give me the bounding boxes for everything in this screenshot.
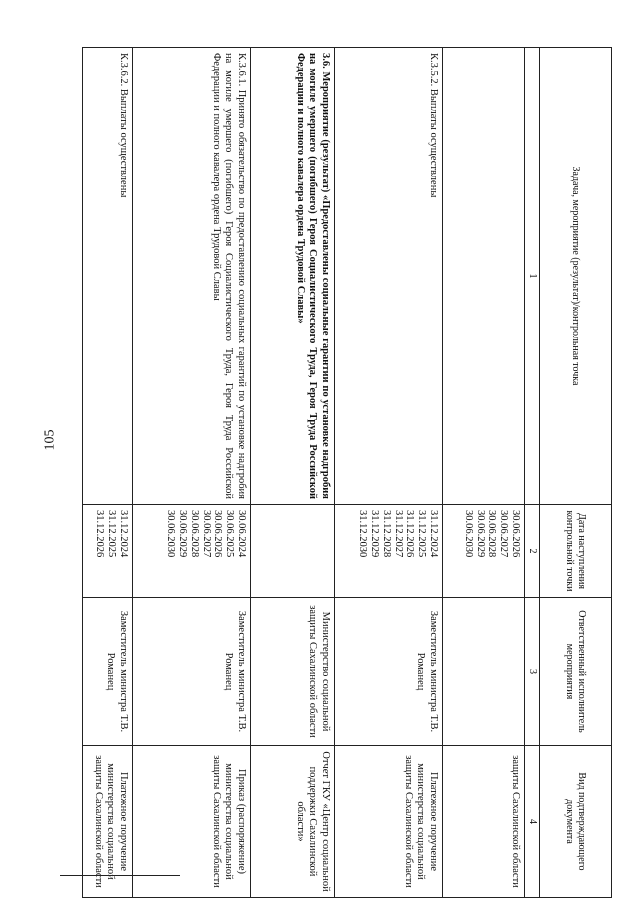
table-row (251, 48, 335, 898)
date-value: 31.12.2025 (106, 510, 118, 558)
date-value: 31.12.2024 (118, 510, 129, 558)
document-cell: защиты Сахалинской области (443, 746, 525, 898)
date-value: 31.12.2026 (404, 510, 416, 558)
dates-cell (83, 505, 133, 598)
date-value: 30.06.2029 (474, 510, 486, 558)
page-number: 105 (42, 429, 58, 451)
header-document: Вид подтверждающего документа (540, 746, 612, 898)
dates-cell (335, 505, 443, 598)
column-number-row (525, 48, 540, 898)
dates-cell (133, 505, 251, 598)
date-value: 30.06.2025 (224, 510, 236, 558)
document-cell: Приказ (распоряжение) министерства социальной защиты Сахалинской области (133, 746, 251, 898)
executor-cell (443, 598, 525, 746)
header-date: Дата наступления контрольной точки (540, 505, 612, 598)
date-value: 30.06.2026 (212, 510, 224, 558)
control-points-table (82, 47, 612, 898)
date-value: 30.06.2030 (463, 510, 474, 558)
executor-cell: Министерство социальной защиты Сахалинской области (251, 598, 335, 746)
dates-cell (443, 505, 525, 598)
table-row (133, 48, 251, 898)
executor-cell: Заместитель министра Т.В. Романец (83, 598, 133, 746)
date-value: 30.06.2024 (236, 510, 247, 558)
date-value: 31.12.2024 (428, 510, 439, 558)
document-cell: Платежное поручение министерства социальной защиты Сахалинской области (335, 746, 443, 898)
task-cell: К.3.5.2. Выплаты осуществлены (335, 48, 443, 505)
date-value: 30.06.2028 (189, 510, 200, 558)
table-row (335, 48, 443, 898)
date-value: 30.06.2030 (165, 510, 177, 558)
dates-cell (251, 505, 335, 598)
task-cell: 3.6. Мероприятие (результат) «Предоставлены социальные гарантии по установке надгробия на могиле умершего (погибшего) Героя Социалистического Труда, Героя Труда Российской Федерации и полного кавалера ордена Трудовой Славы» (251, 48, 335, 505)
date-value: 30.06.2026 (510, 510, 521, 558)
date-value: 30.06.2027 (200, 510, 212, 558)
executor-cell: Заместитель министра Т.В. Романец (335, 598, 443, 746)
column-number: 4 (525, 746, 540, 898)
date-value: 30.06.2027 (498, 510, 510, 558)
date-value: 31.12.2026 (94, 510, 106, 558)
document-cell: Платежное поручение министерства социальной защиты Сахалинской области (83, 746, 133, 898)
header-task: Задача, мероприятие (результат)/контрольная точка (540, 48, 612, 505)
table-row (83, 48, 133, 898)
date-value: 31.12.2030 (357, 510, 369, 558)
date-value: 31.12.2028 (381, 510, 392, 558)
task-cell: К.3.6.1. Принято обязательство по предоставлению социальных гарантий по установке надгробия на могиле умершего (погибшего) Героя Социалистического Труда, Героя Труда Российской Федерации и полного кавалера ордена Трудовой Славы (133, 48, 251, 505)
column-number: 3 (525, 598, 540, 746)
task-cell: К.3.6.2. Выплаты осуществлены (83, 48, 133, 505)
column-number: 1 (525, 48, 540, 505)
table-row (443, 48, 525, 898)
date-value: 31.12.2027 (392, 510, 404, 558)
date-value: 30.06.2028 (486, 510, 498, 558)
date-value: 31.12.2025 (416, 510, 428, 558)
header-executor: Ответственный исполнитель мероприятия (540, 598, 612, 746)
date-value: 31.12.2029 (369, 510, 381, 558)
column-number: 2 (525, 505, 540, 598)
date-value: 30.06.2029 (177, 510, 189, 558)
rotated-table-container (92, 47, 612, 897)
table-header-row (540, 48, 612, 898)
document-cell: Отчет ГКУ «Центр социальной поддержки Сахалинской области» (251, 746, 335, 898)
footnote-divider (60, 875, 180, 876)
executor-cell: Заместитель министра Т.В. Романец (133, 598, 251, 746)
task-cell (443, 48, 525, 505)
